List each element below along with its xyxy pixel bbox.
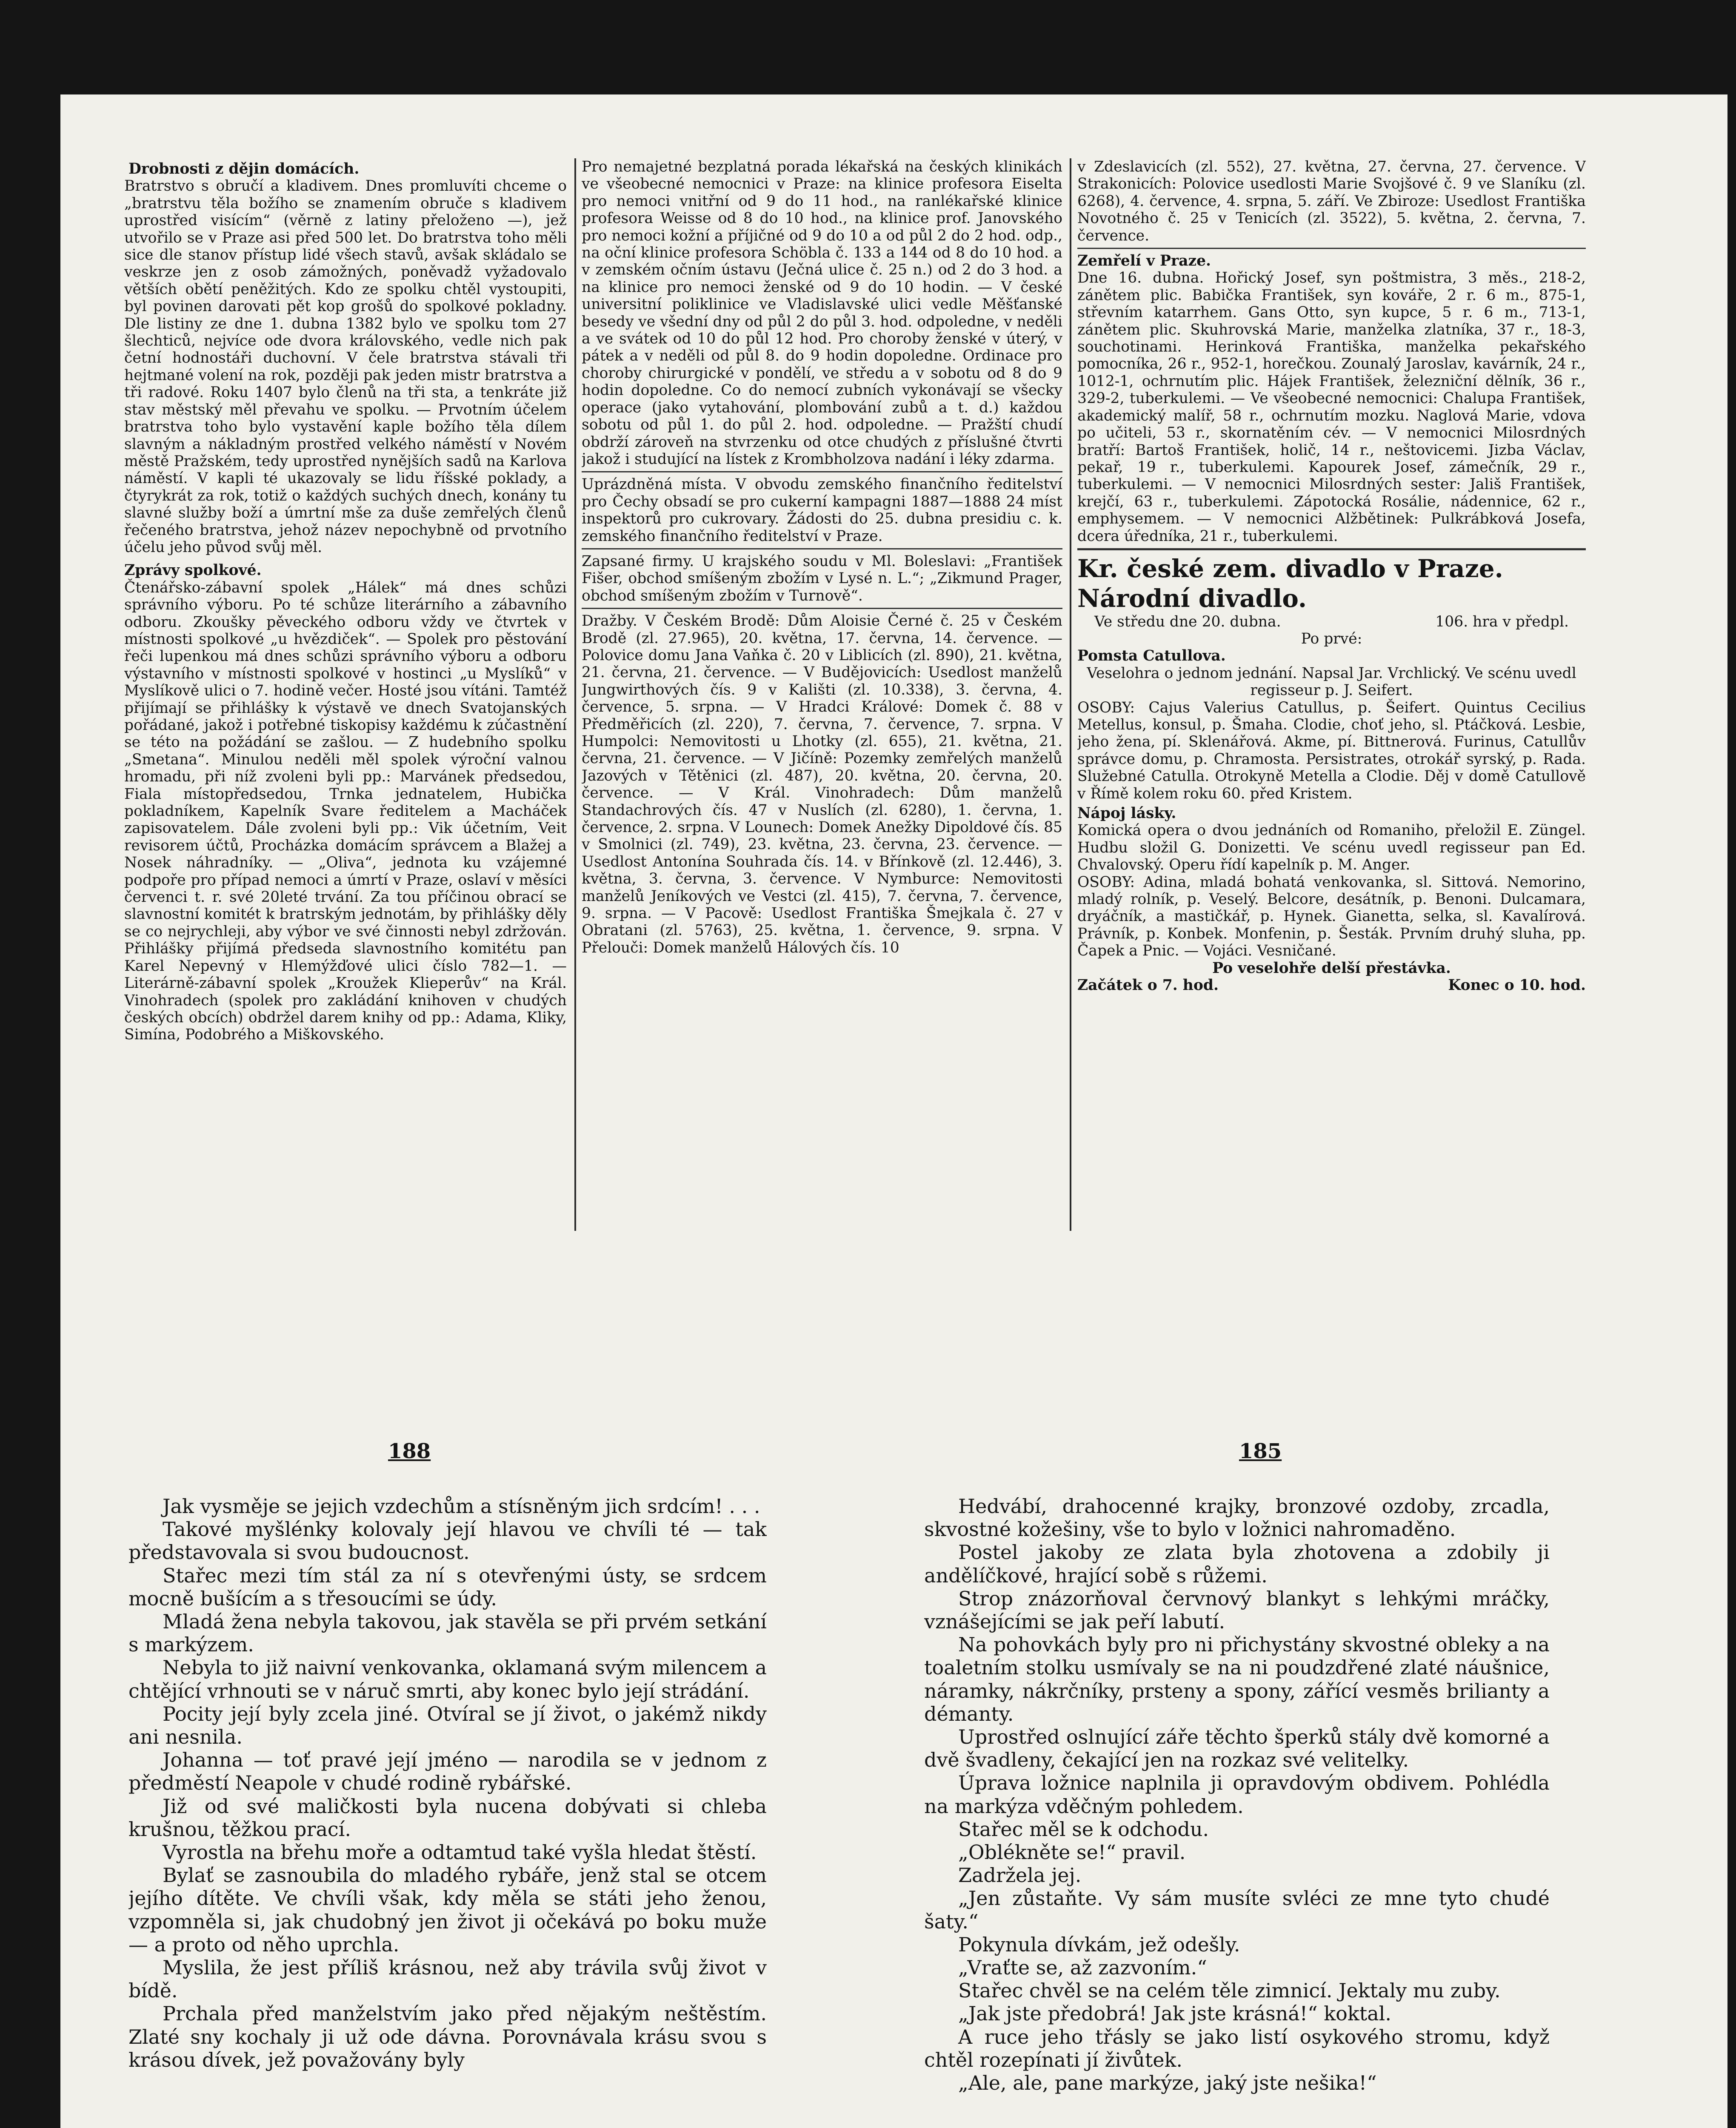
paragraph: Nebyla to již naivní venkovanka, oklamaná svým milencem a chtějící vrhnouti se v náruč smrti, aby konec bylo její strádání. <box>128 1656 767 1702</box>
play1-description: Veselohra o jednom jednání. Napsal Jar. Vrchlický. Ve scénu uvedl regisseur p. J. Seifert. <box>1087 664 1576 699</box>
page-number-right: 185 <box>1239 1439 1282 1463</box>
paragraph: Myslila, že jest příliš krásnou, než aby trávila svůj život v bídě. <box>128 1956 767 2002</box>
first-performance-label: Po prvé: <box>1301 630 1362 647</box>
paragraph: Na pohovkách byly pro ni přichystány skvostné obleky a na toaletním stolku usmívaly se na ni poudzdřené zlaté náušnice, náramky, nákrčníky, prsteny a spony, zářící vesměs brilianty a démanty. <box>924 1633 1550 1725</box>
paragraph: Johanna — toť pravé její jméno — narodila se v jednom z předměstí Neapole v chudé rodině rybářské. <box>128 1748 767 1795</box>
start-time: Začátek o 7. hod. <box>1077 977 1219 994</box>
article-vacancies: Uprázdněná místa. V obvodu zemského finančního ředitelství pro Čechy obsadí se pro cukerní kampagni 1887—1888 24 míst inspektorů pro cukrovary. Žádosti do 25. dubna presidiu c. k. zemského finančního ředitelství v Praze. <box>582 476 1062 545</box>
article-auctions-continued: v Zdeslavicích (zl. 552), 27. května, 27. června, 27. července. V Strakonicích: Polovice usedlosti Marie Svojšové č. 9 ve Slaníku (zl. 6268), 4. července, 4. srpna, 5. září. Ve Zbiroze: Usedlost Františka Novotného č. 25 v Tenicích (zl. 3522), 5. května, 2. června, 7. července. <box>1077 158 1586 244</box>
divider <box>1077 548 1586 550</box>
article-bratrstvo: Bratrstvo s obručí a kladivem. Dnes promluvíti chceme o „bratrstvu těla božího se znamením obruče s kladivem uprostřed visícím“ (věrně z latiny přeloženo —), jež utvořilo se v Praze asi před 500 let. Do bratrstva toho měli sice dle stanov přístup lidé všech stavů, avšak skládalo se veskrze jen z osob zámožných, poněvadž vyžadovalo větších obětí peněžitých. Kdo ze spolku chtěl vystoupiti, byl povinen darovati pět kop grošů do spolkové pokladny. Dle listiny ze dne 1. dubna 1382 bylo ve spolku tom 27 šlechticů, nejvíce ode dvora královského, vedle nich pak četní hodnostáři duchovní. V čele bratrstva stávali tři hejtmané volení na rok, později pak jeden mistr bratrstva a tři radové. Roku 1407 bylo členů na tři sta, a tenkráte již stav městský měl převahu ve spolku. — Prvotním účelem bratrstva toho bylo vystavění kaple božího těla dílem slavným a nákladným prostřed velkého náměstí v Novém městě Pražském, tedy uprostřed nynějších sadů na Karlova náměstí. V kapli té ukazovaly se lidu říšské poklady, a čtyrykrát za rok, totiž o každých suchých dnech, konány tu slavné služby boží a úmrtní mše za duše zemřelých členů řečeného bratrstva, jehož název nepochybně od prvotního účelu jeho původ svůj měl. <box>124 177 567 556</box>
paragraph: Pocity její byly zcela jiné. Otvíral se jí život, o jakémž nikdy ani nesnila. <box>128 1702 767 1749</box>
middle-column <box>582 158 1062 1235</box>
heading-history: Drobnosti z dějin domácích. <box>128 160 360 177</box>
play1-title: Pomsta Catullova. <box>1077 647 1226 665</box>
play2-cast: OSOBY: Adina, mladá bohatá venkovanka, sl. Sittová. Nemorino, mladý rolník, p. Veselý. Belcore, desátník, p. Benoni. Dulcamara, dryáčník, a mastičkář, p. Hynek. Gianetta, selka, sl. Kavalírová. Právník, p. Konbek. Monfenin, p. Šesták. Prvním druhý sluha, pp. Čapek a Pnic. — Vojáci. Vesničané. <box>1077 873 1586 960</box>
article-auctions: Dražby. V Českém Brodě: Dům Aloisie Černé č. 25 v Českém Brodě (zl. 27.965), 20. května, 17. června, 14. července. — Polovice domu Jana Vaňka č. 20 v Liblicích (zl. 890), 21. května, 21. června, 21. července. — V Budějovicích: Usedlost manželů Jungwirthových čís. 9 v Kališti (zl. 10.338), 3. června, 4. července, 5. srpna. — V Hradci Králové: Domek č. 88 v Předměřicích (zl. 220), 7. června, 7. července, 7. srpna. V Humpolci: Nemovitosti u Lhotky (zl. 655), 21. května, 21. června, 21. července. — V Jičíně: Pozemky zemřelých manželů Jazových v Tětěnici (zl. 487), 20. května, 20. června, 20. července. — V Král. Vinohradech: Dům manželů Standachrových čís. 47 v Nuslích (zl. 6280), 1. června, 1. července, 2. srpna. V Lounech: Domek Anežky Dipoldové čís. 85 v Smolnici (zl. 749), 23. května, 23. června, 23. července. — Usedlost Antonína Souhrada čís. 14. v Břínkově (zl. 12.446), 3. května, 3. června, 3. července. V Nymburce: Nemovitosti manželů Jeníkových ve Vestci (zl. 415), 7. června, 7. července, 9. srpna. — V Pacově: Usedlost Františka Šmejkala č. 27 v Obratani (zl. 5763), 25. května, 1. července, 9. srpna. V Přelouči: Domek manželů Hálových čís. 10 <box>582 612 1062 956</box>
paragraph: Bylať se zasnoubila do mladého rybáře, jenž stal se otcem jejího dítěte. Ve chvíli však, kdy měla se státi jeho ženou, vzpomněla si, jak chudobný jen život ji očekává po boku muže — a proto od něho uprchla. <box>128 1864 767 1956</box>
paragraph: „Vraťte se, až zazvoním.“ <box>958 1956 1207 1979</box>
paragraph: Hedvábí, drahocenné krajky, bronzové ozdoby, zrcadla, skvostné kožešiny, vše to bylo v ložnici nahromaděno. <box>924 1495 1550 1541</box>
scanned-page <box>60 94 1727 2128</box>
end-time: Konec o 10. hod. <box>1448 977 1586 994</box>
paragraph: Stařec měl se k odchodu. <box>958 1817 1209 1841</box>
article-deceased: Dne 16. dubna. Hořický Josef, syn poštmistra, 3 měs., 218-2, zánětem plic. Babička František, syn kováře, 2 r. 6 m., 875-1, střevním katarrhem. Gans Otto, syn kupce, 5 r. 6 m., 713-1, zánětem plic. Skuhrovská Marie, manželka zlatníka, 37 r., 18-3, souchotinami. Herinková Františka, manželka pekařského pomocníka, 26 r., 952-1, horečkou. Zounalý Jaroslav, kavárník, 24 r., 1012-1, ochrnutím plic. Hájek František, železniční dělník, 36 r., 329-2, tuberkulemi. — Ve všeobecné nemocnici: Chalupa František, akademický malíř, 58 r., ochrnutím mozku. Naglová Marie, vdova po učiteli, 53 r., skornatěním cév. — V nemocnici Milosrdných bratří: Bartoš František, holič, 14 r., neštovicemi. Jizba Václav, pekař, 19 r., tuberkulemi. Kapourek Josef, zámečník, 29 r., tuberkulemi. — V nemocnici Milosrdných sester: Jališ František, krejčí, 63 r., tuberkulemi. Zápotocká Rosálie, nádennice, 62 r., emphysemem. — V nemocnici Alžbětinek: Pulkrábková Josefa, dcera úředníka, 21 r., tuberkulemi. <box>1077 269 1586 545</box>
paragraph: Úprava ložnice naplnila ji opravdovým obdivem. Pohlédla na markýza vděčným pohledem. <box>924 1771 1550 1818</box>
paragraph: Prchala před manželstvím jako před nějakým neštěstím. Zlaté sny kochaly ji už ode dávna. Porovnávala krásu svou s krásou dívek, jež považovány byly <box>128 2002 767 2071</box>
paragraph: Stařec chvěl se na celém těle zimnicí. Jektaly mu zuby. <box>958 1979 1501 2002</box>
column-divider <box>574 158 576 1231</box>
intermission-note: Po veselohře delší přestávka. <box>1212 959 1451 977</box>
paragraph: Jak vysměje se jejich vzdechům a stísněným jich srdcím! . . . <box>163 1495 760 1518</box>
paragraph: „Jak jste předobrá! Jak jste krásná!“ koktal. <box>958 2002 1391 2025</box>
article-society-news: Čtenářsko-zábavní spolek „Hálek“ má dnes schůzi správního výboru. Po té schůze literárního a zábavního odboru. Zkoušky pěveckého odboru vždy ve čtvrtek v místnosti spolkové „u hvězdiček“. — Spolek pro pěstování řeči lupenkou má dnes schůzi správního výboru a odboru výstavního v místnosti spolkové v hostinci „u Myslíků“ v Myslíkově ulici o 7. hodině večer. Hosté jsou vítáni. Tamtéž přijímají se přihlášky k výstavě ve dnech Svatojanských pořádané, jakož i potřebné tiskopisy každému k zúčastnění se této na požádání se zašlou. — Z hudebního spolku „Smetana“. Minulou neděli měl spolek výroční valnou hromadu, při níž zvoleni byli pp.: Marvánek předsedou, Fiala místopředsedou, Trnka jednatelem, Hubička pokladníkem, Kapelník Svare ředitelem a Macháček zapisovatelem. Dále zvoleni byli pp.: Vik účetním, Veit revisorem účtů, Procházka domácím správcem a Blažej a Nosek náhradníky. — „Oliva“, jednota ku vzájemné podpoře pro případ nemoci a úmrtí v Praze, oslaví v měsíci červenci t. r. své 20leté trvání. Za tou příčinou obrací se slavnostní komitét k bratrským jednotám, by přihlášky děly se co nejrychleji, aby výbor ve své činnosti nebyl zdržován. Přihlášky přijímá předseda slavnostního komitétu pan Karel Nepevný v Hlemýžďové ulici číslo 782—1. — Literárně-zábavní spolek „Kroužek Klieperův“ na Král. Vinohradech (spolek pro zakládání knihoven v chudých českých obcích) obdržel darem knihy od pp.: Adama, Kliky, Simína, Podobrého a Miškovského. <box>124 579 567 1044</box>
paragraph: „Oblékněte se!“ pravil. <box>958 1841 1186 1864</box>
lower-right-page <box>924 1495 1550 2128</box>
times-row <box>1077 977 1586 994</box>
column-divider <box>1070 158 1071 1231</box>
right-column <box>1077 158 1586 1235</box>
theatre-date-row <box>1077 613 1586 630</box>
paragraph: Stařec mezi tím stál za ní s otevřenými ústy, se srdcem mocně bušícím a s třesoucími se údy. <box>128 1564 767 1610</box>
paragraph: „Jen zůstaňte. Vy sám musíte svléci ze mne tyto chudé šaty.“ <box>924 1887 1550 1933</box>
paragraph: Uprostřed oslnující záře těchto šperků stály dvě komorné a dvě švadleny, čekající jen na rozkaz své velitelky. <box>924 1725 1550 1772</box>
paragraph: Zadržela jej. <box>958 1864 1082 1887</box>
page-number-left: 188 <box>388 1439 431 1463</box>
left-column <box>124 160 567 1233</box>
paragraph: A ruce jeho třásly se jako listí osykového stromu, když chtěl rozepínati jí živůtek. <box>924 2025 1550 2071</box>
article-medical: Pro nemajetné bezplatná porada lékařská na českých klinikách ve všeobecné nemocnici v Praze: na klinice profesora Eiselta pro nemoci vnitřní od 9 do 11 hod., na ranlékařské klinice profesora Weisse od 8 do 10 hod., na klinice prof. Janovského pro nemoci kožní a příjičné od 9 do 10 a od půl 2 do 2 hod. odp., na oční klinice profesora Schöbla č. 133 a 144 od 8 do 10 hod. a v zemském očním ústavu (Ječná ulice č. 25 n.) od 2 do 3 hod. a na klinice pro nemoci ženské od 9 do 10 hodin. — V české universitní poliklinice ve Vladislavské ulici vedle Měšťanské besedy ve všední dny od půl 2 do půl 3. hod. odpoledne, v neděli a ve svátek od 10 do půl 12 hod. Pro choroby ženské v úterý, v pátek a v neděli od půl 8. do 9 hodin dopoledne. Ordinace pro choroby chirurgické v pondělí, ve středu a v sobotu od 8 do 9 hodin dopoledne. Co do nemocí zubních vykonávají se všecky operace (jako vytahování, plombování zubů a t. d.) každou sobotu od půl 1. do půl 2. hod. odpoledne. — Pražští chudí obdrží zároveň na stvrzenku od otce chudých z příslušné čtvrti jakož i studující na lístek z Krombholzova nadání i léky zdarma. <box>582 158 1062 468</box>
play2-description: Komická opera o dvou jednáních od Romaniho, přeložil E. Züngel. Hudbu složil G. Donizetti. Ve scénu uvedl regisseur pan Ed. Chvalovský. Operu řídí kapelník p. M. Anger. <box>1077 822 1586 874</box>
article-firms: Zapsané firmy. U krajského soudu v Ml. Boleslavi: „František Fišer, obchod smíšeným zbožím v Lysé n. L.“; „Zikmund Prager, obchod smíšeným zbožím v Turnově“. <box>582 552 1062 604</box>
paragraph: „Ale, ale, pane markýze, jaký jste nešika!“ <box>958 2071 1377 2095</box>
theatre-subtitle: Národní divadlo. <box>1077 583 1307 613</box>
heading-deceased: Zemřelí v Praze. <box>1077 252 1211 270</box>
paragraph: Postel jakoby ze zlata byla zhotovena a zdobily ji andělíčkové, hrající sobě s růžemi. <box>924 1541 1550 1587</box>
divider <box>1077 248 1586 249</box>
divider <box>582 471 1062 472</box>
subscription-number: 106. hra v předpl. <box>1435 613 1569 630</box>
play1-cast: OSOBY: Cajus Valerius Catullus, p. Šeifert. Quintus Cecilius Metellus, konsul, p. Šmaha. Clodie, choť jeho, sl. Ptáčková. Lesbie, jeho žena, pí. Sklenářová. Akme, pí. Bittnerová. Furinus, Catullův správce domu, p. Chramosta. Persistrates, otrokář syrský, p. Rada. Služebné Catulla. Otrokyně Metella a Clodie. Děj v domě Catullově v Římě kolem roku 60. před Kristem. <box>1077 699 1586 802</box>
paragraph: Již od své maličkosti byla nucena dobývati si chleba krušnou, těžkou prací. <box>128 1794 767 1841</box>
heading-society-news: Zprávy spolkové. <box>124 562 262 579</box>
performance-date: Ve středu dne 20. dubna. <box>1094 613 1281 630</box>
divider <box>582 608 1062 609</box>
paragraph: Pokynula dívkám, jež odešly. <box>958 1933 1240 1956</box>
theatre-title: Kr. české zem. divadlo v Praze. <box>1077 554 1503 583</box>
divider <box>582 548 1062 549</box>
paragraph: Vyrostla na břehu moře a odtamtud také vyšla hledat štěstí. <box>163 1841 757 1864</box>
lower-left-page <box>128 1495 767 2128</box>
paragraph: Strop znázorňoval červnový blankyt s lehkými mráčky, vznášejícími se jak peří labutí. <box>924 1587 1550 1633</box>
play2-title: Nápoj lásky. <box>1077 805 1176 822</box>
paragraph: Takové myšlénky kolovaly její hlavou ve chvíli té — tak představovala si svou budoucnost. <box>128 1518 767 1564</box>
paragraph: Mladá žena nebyla takovou, jak stavěla se při prvém setkání s markýzem. <box>128 1610 767 1656</box>
